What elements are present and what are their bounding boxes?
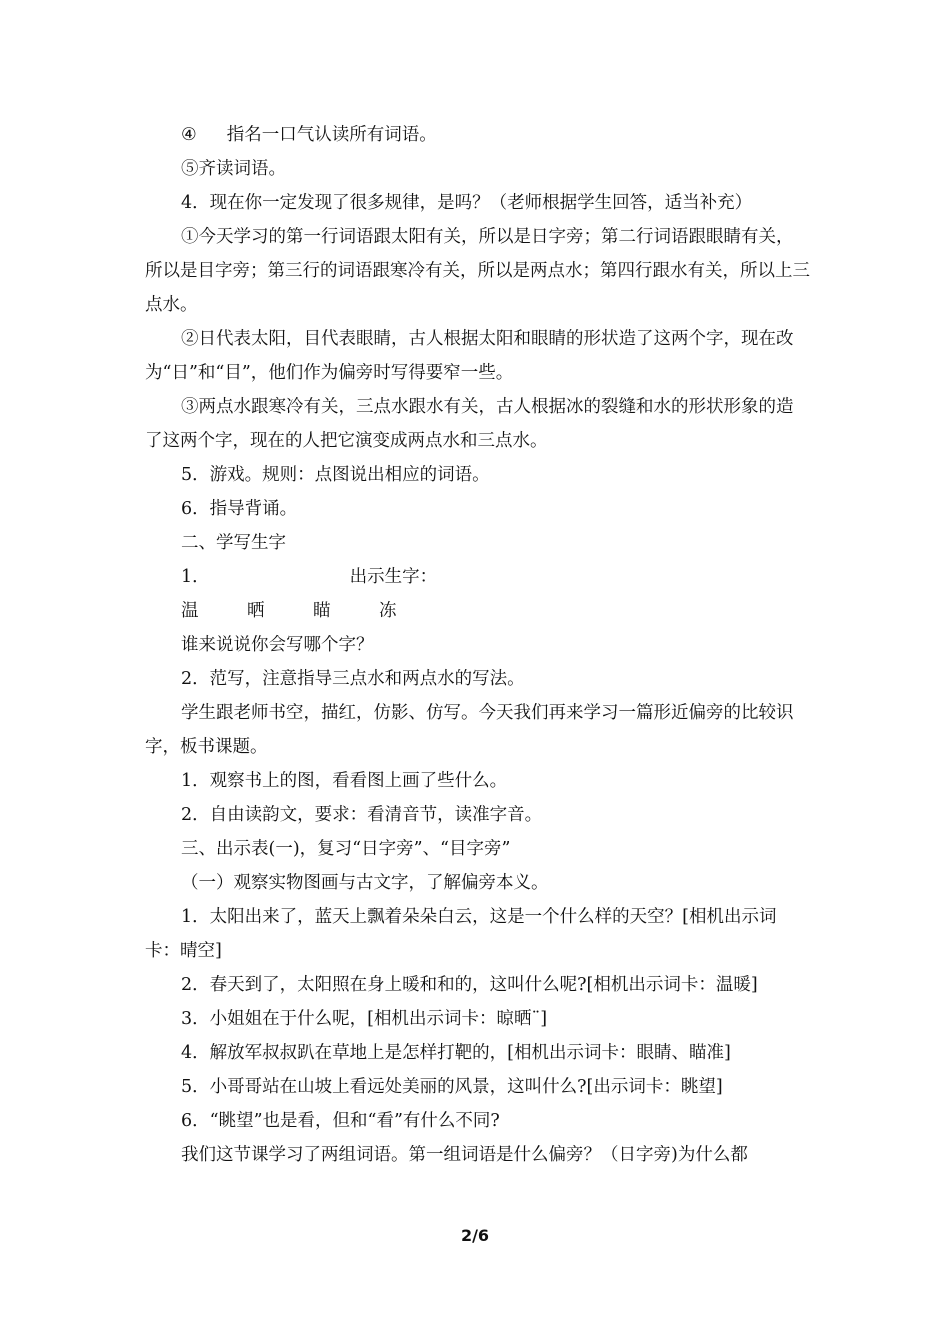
step-observe: 1．观察书上的图，看看图上画了些什么。 bbox=[181, 771, 508, 791]
item-number: 1． bbox=[181, 567, 210, 587]
item-text: 指名一口气认读所有词语。 bbox=[226, 125, 437, 145]
page-content bbox=[145, 118, 810, 1172]
current-page: 2 bbox=[460, 1226, 473, 1245]
step-5: 5．游戏。规则：点图说出相应的词语。 bbox=[181, 465, 490, 485]
item-gaze: 5．小哥哥站在山坡上看远处美丽的风景，这叫什么?[出示词卡：眺望] bbox=[181, 1077, 723, 1097]
item-warm: 2．春天到了，太阳照在身上暖和和的，这叫什么呢?[相机出示词卡：温暖] bbox=[181, 975, 758, 995]
character-row bbox=[145, 594, 810, 628]
page-separator: / bbox=[472, 1226, 478, 1245]
paragraph-rule-2: ②日代表太阳，目代表眼睛，古人根据太阳和眼睛的形状造了这两个字，现在改为“日”和“目”，他们作为偏旁时写得要窄一些。 bbox=[145, 329, 794, 383]
subsection-heading: （一）观察实物图画与古文字，了解偏旁本义。 bbox=[181, 873, 549, 893]
item-number: ④ bbox=[181, 125, 197, 145]
section-heading-3: 三、出示表(一)，复习“日字旁”、“目字旁” bbox=[181, 839, 511, 859]
item-compare: 6．“眺望”也是看，但和“看”有什么不同? bbox=[181, 1111, 500, 1131]
step-read: 2．自由读韵文，要求：看清音节，读准字音。 bbox=[181, 805, 543, 825]
character: 温 bbox=[181, 601, 199, 621]
paragraph-rule-1: ①今天学习的第一行词语跟太阳有关，所以是日字旁；第二行词语跟眼睛有关，所以是目字旁；第三行的词语跟寒冷有关，所以是两点水；第四行跟水有关，所以上三点水。 bbox=[145, 227, 810, 315]
section-heading-2: 二、学写生字 bbox=[181, 533, 286, 553]
step-6: 6．指导背诵。 bbox=[181, 499, 298, 519]
page-number bbox=[0, 1226, 950, 1245]
question-line: 谁来说说你会写哪个字？ bbox=[181, 635, 374, 655]
list-item-5: ⑤齐读词语。 bbox=[181, 159, 286, 179]
step-2-demo: 2．范写，注意指导三点水和两点水的写法。 bbox=[181, 669, 525, 689]
item-aim: 4．解放军叔叔趴在草地上是怎样打靶的，[相机出示词卡：眼睛、瞄准] bbox=[181, 1043, 731, 1063]
list-item-4 bbox=[145, 118, 810, 152]
item-text: 出示生字： bbox=[349, 567, 438, 587]
item-dry: 3．小姐姐在于什么呢，[相机出示词卡：晾晒¨] bbox=[181, 1009, 548, 1029]
character: 冻 bbox=[379, 601, 397, 621]
total-pages: 6 bbox=[477, 1226, 490, 1245]
character: 瞄 bbox=[313, 601, 331, 621]
step-4: 4．现在你一定发现了很多规律，是吗？（老师根据学生回答，适当补充） bbox=[181, 193, 753, 213]
paragraph-rule-3: ③两点水跟寒冷有关，三点水跟水有关，古人根据冰的裂缝和水的形状形象的造了这两个字，现在的人把它演变成两点水和三点水。 bbox=[145, 397, 794, 451]
paragraph-summary: 我们这节课学习了两组词语。第一组词语是什么偏旁？（日字旁)为什么都 bbox=[181, 1145, 748, 1165]
paragraph-practice: 学生跟老师书空，描红，仿影、仿写。今天我们再来学习一篇形近偏旁的比较识字，板书课题。 bbox=[145, 703, 794, 757]
step-1-show-characters bbox=[145, 560, 810, 594]
item-sky: 1．太阳出来了，蓝天上飘着朵朵白云，这是一个什么样的天空？[相机出示词卡：晴空] bbox=[145, 907, 777, 961]
character: 晒 bbox=[247, 601, 265, 621]
